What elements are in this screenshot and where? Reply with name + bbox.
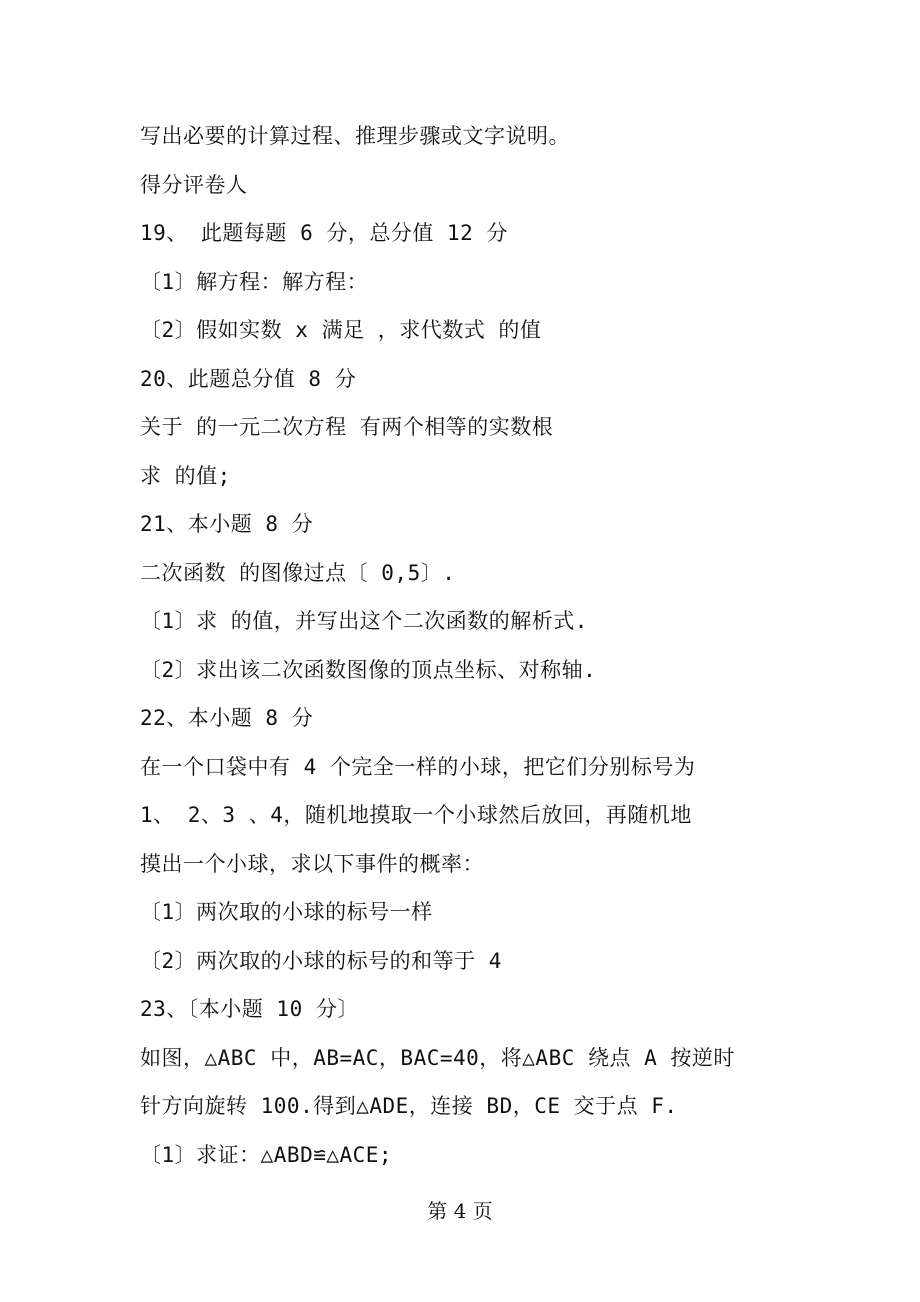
text-line: 〔2〕假如实数 x 满足 ，求代数式 的值 <box>140 318 542 342</box>
text-line: 求 的值; <box>140 463 231 488</box>
text-line: 1、 2、3 、4，随机地摸取一个小球然后放回，再随机地 <box>140 803 692 827</box>
text-line: 20、此题总分值 8 分 <box>140 366 357 391</box>
text-line: 21、本小题 8 分 <box>140 512 314 536</box>
text-line: 23、〔本小题 10 分〕 <box>140 997 359 1021</box>
text-line: 〔1〕求 的值，并写出这个二次函数的解析式. <box>140 609 588 633</box>
text-line: 写出必要的计算过程、推理步骤或文字说明。 <box>140 124 570 148</box>
text-line: 如图，△ABC 中，AB=AC，BAC=40，将△ABC 绕点 A 按逆时 <box>140 1045 735 1070</box>
text-line: 摸出一个小球，求以下事件的概率： <box>140 851 484 876</box>
text-line: 22、本小题 8 分 <box>140 706 314 730</box>
text-line: 得分评卷人 <box>140 172 248 197</box>
text-line: 〔1〕两次取的小球的标号一样 <box>140 900 433 924</box>
text-line: 二次函数 的图像过点〔 0,5〕. <box>140 560 456 585</box>
document-body <box>140 112 840 1179</box>
text-line: 〔1〕解方程：解方程： <box>140 269 369 294</box>
text-line: 关于 的一元二次方程 有两个相等的实数根 <box>140 415 554 439</box>
text-line: 〔1〕求证：△ABD≌△ACE; <box>140 1142 393 1167</box>
text-line: 〔2〕两次取的小球的标号的和等于 4 <box>140 948 502 973</box>
text-line: 〔2〕求出该二次函数图像的顶点坐标、对称轴. <box>140 657 597 682</box>
page-number: 第 4 页 <box>427 1199 493 1223</box>
text-line: 在一个口袋中有 4 个完全一样的小球，把它们分别标号为 <box>140 754 696 779</box>
text-line: 针方向旋转 100.得到△ADE，连接 BD，CE 交于点 F. <box>140 1094 678 1118</box>
text-line: 19、 此题每题 6 分，总分值 12 分 <box>140 221 508 245</box>
